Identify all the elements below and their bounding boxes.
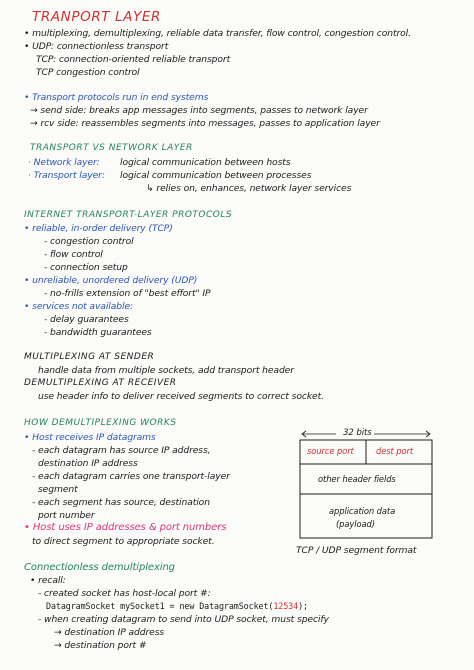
service-item: - delay guarantees	[44, 314, 129, 325]
note-line: - each segment has source, destination	[32, 497, 210, 508]
note-line: TCP congestion control	[36, 67, 140, 78]
direct-line: to direct segment to appropriate socket.	[32, 536, 215, 547]
note-line: → send side: breaks app messages into segments, passes to network layer	[30, 105, 368, 116]
transport-layer-label: · Transport layer:	[28, 170, 105, 181]
demultiplexing-text: use header info to deliver received segments to correct socket.	[38, 391, 324, 402]
destination-port-line: → destination port #	[54, 640, 147, 651]
app-data-field: application data	[329, 506, 396, 516]
code-text: DatagramSocket mySocket1 = new DatagramSocket(	[46, 601, 274, 611]
note-line: destination IP address	[38, 458, 138, 469]
end-systems-heading: • Transport protocols run in end systems	[24, 92, 209, 103]
demultiplexing-title: DEMULTIPLEXING AT RECEIVER	[24, 378, 177, 388]
note-line: - each datagram has source IP address,	[32, 445, 211, 456]
internet-protocols-title: INTERNET TRANSPORT-LAYER PROTOCOLS	[24, 210, 233, 220]
host-receives-bullet: • Host receives IP datagrams	[24, 432, 156, 443]
note-line: • UDP: connectionless transport	[24, 41, 169, 52]
bits-label: 32 bits	[343, 428, 372, 438]
dest-port-field: dest port	[376, 446, 414, 456]
network-layer-text: logical communication between hosts	[120, 157, 291, 168]
relies-note: ↳ relies on, enhances, network layer services	[146, 183, 352, 194]
when-creating-line: - when creating datagram to send into UDP socket, must specify	[38, 614, 329, 625]
how-demux-works-title: HOW DEMULTIPLEXING WORKS	[24, 418, 177, 428]
udp-bullet: • unreliable, unordered delivery (UDP)	[24, 275, 198, 286]
note-line: • multiplexing, demultiplexing, reliable data transfer, flow control, congestion control.	[24, 28, 411, 39]
service-item: - bandwidth guarantees	[44, 327, 152, 338]
recall-bullet: • recall:	[30, 575, 66, 586]
transport-vs-network-title: TRANSPORT VS NETWORK LAYER	[30, 143, 193, 153]
note-line: TCP: connection-oriented reliable transport	[36, 54, 231, 65]
network-layer-label: · Network layer:	[28, 157, 100, 168]
services-na-bullet: • services not available:	[24, 301, 133, 312]
created-socket-line: - created socket has host-local port #:	[38, 588, 211, 599]
code-text-end: );	[298, 601, 308, 611]
note-line: - each datagram carries one transport-layer	[32, 471, 230, 482]
note-line: → rcv side: reassembles segments into messages, passes to application layer	[30, 118, 380, 129]
host-uses-bullet: • Host uses IP addresses & port numbers	[24, 522, 227, 533]
tcp-item: - flow control	[44, 249, 103, 260]
payload-label: (payload)	[336, 519, 375, 529]
connectionless-demux-title: Connectionless demultiplexing	[24, 562, 175, 573]
destination-ip-line: → destination IP address	[54, 627, 165, 638]
code-line	[46, 601, 308, 612]
transport-layer-title: TRANPORT LAYER	[32, 9, 161, 25]
udp-item: - no-frills extension of "best effort" IP	[44, 288, 211, 299]
segment-format-caption: TCP / UDP segment format	[296, 545, 417, 556]
tcp-item: - congestion control	[44, 236, 134, 247]
transport-layer-text: logical communication between processes	[120, 170, 312, 181]
code-port-number: 12534	[273, 601, 299, 611]
tcp-item: - connection setup	[44, 262, 128, 273]
other-header-fields: other header fields	[318, 474, 396, 484]
source-port-field: source port	[307, 446, 354, 456]
note-line: port number	[38, 510, 95, 521]
multiplexing-title: MULTIPLEXING AT SENDER	[24, 352, 155, 362]
multiplexing-text: handle data from multiple sockets, add transport header	[38, 365, 294, 376]
tcp-bullet: • reliable, in-order delivery (TCP)	[24, 223, 173, 234]
note-line: segment	[38, 484, 78, 495]
